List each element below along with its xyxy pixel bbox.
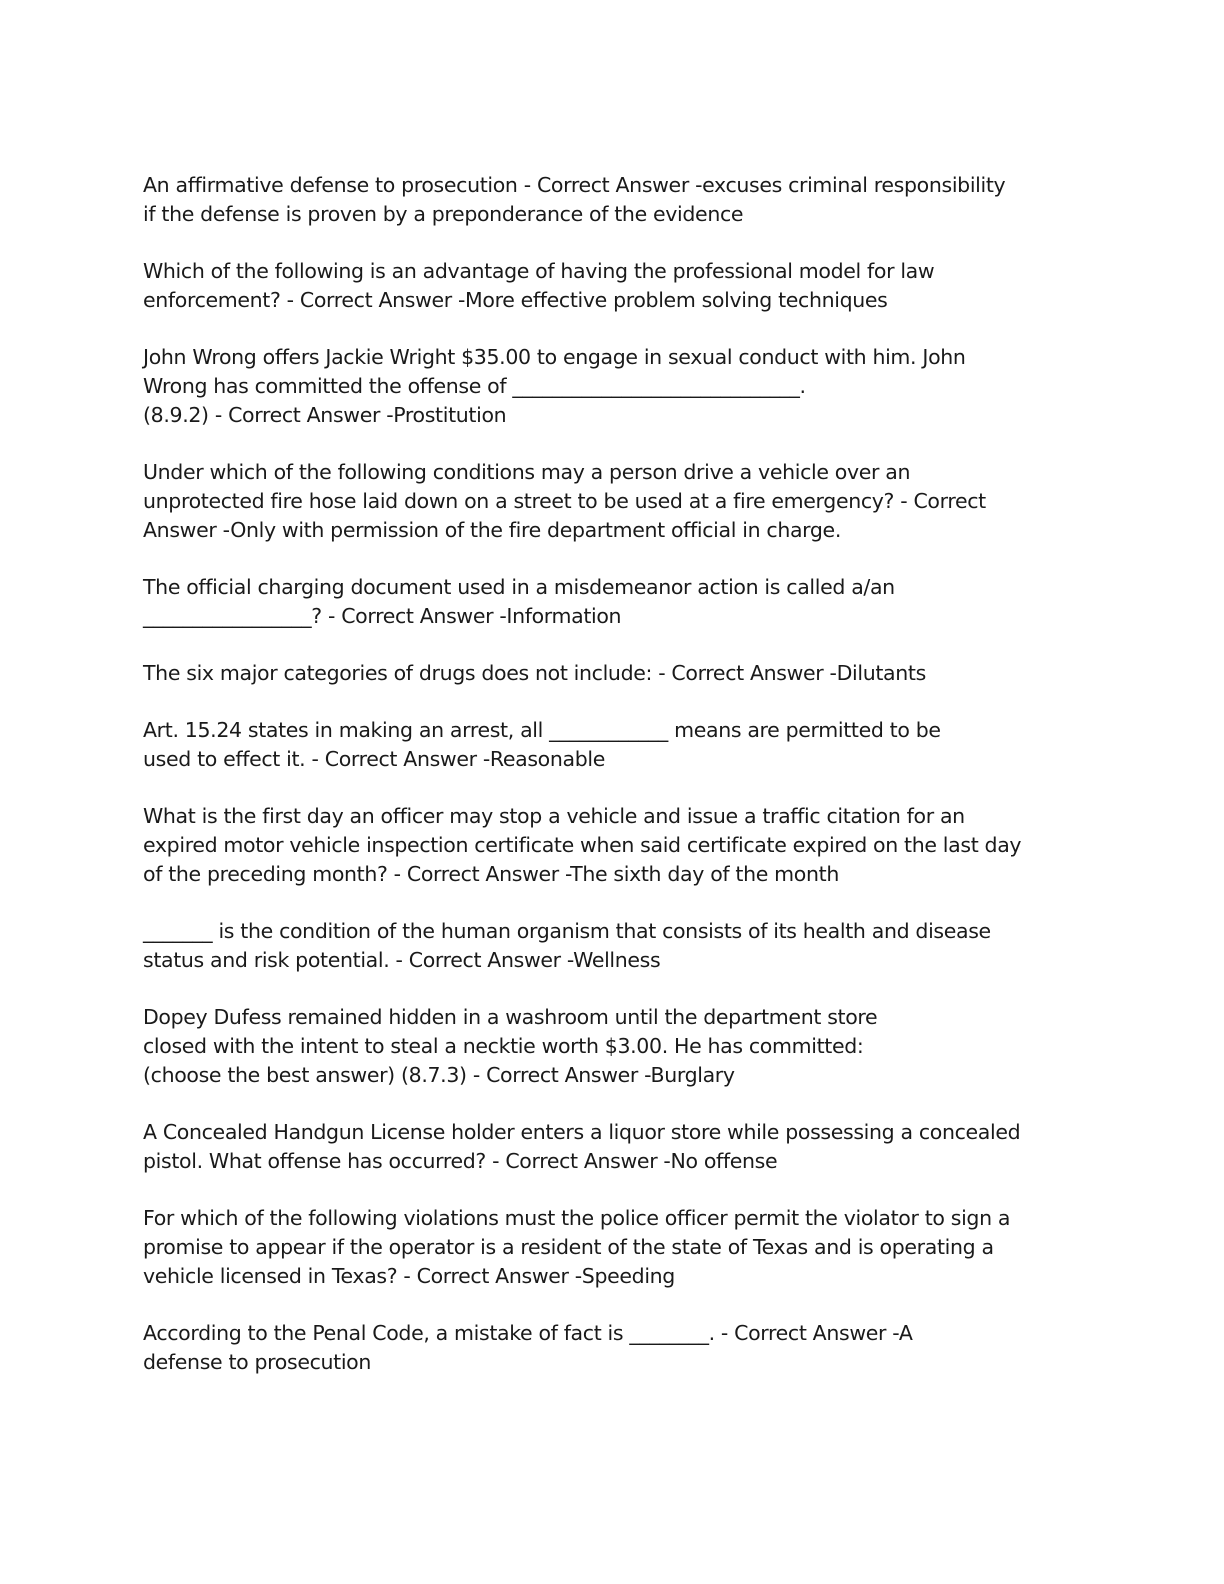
text-line: if the defense is proven by a preponderance of the evidence	[143, 202, 744, 226]
qa-item	[143, 257, 1078, 315]
text-line: promise to appear if the operator is a resident of the state of Texas and is operating a	[143, 1235, 994, 1259]
text-line: _______ is the condition of the human organism that consists of its health and disease	[143, 919, 991, 943]
text-line: unprotected fire hose laid down on a street to be used at a fire emergency? - Correct	[143, 489, 986, 513]
text-line: John Wrong offers Jackie Wright $35.00 to engage in sexual conduct with him. John	[143, 345, 966, 369]
text-line: defense to prosecution	[143, 1350, 372, 1374]
text-line: closed with the intent to steal a necktie worth $3.00. He has committed:	[143, 1034, 864, 1058]
text-line: pistol. What offense has occurred? - Correct Answer -No offense	[143, 1149, 778, 1173]
text-line: expired motor vehicle inspection certificate when said certificate expired on the last day	[143, 833, 1022, 857]
text-line: Art. 15.24 states in making an arrest, all ____________ means are permitted to be	[143, 718, 941, 742]
text-line: of the preceding month? - Correct Answer -The sixth day of the month	[143, 862, 839, 886]
qa-item	[143, 917, 1078, 975]
qa-item	[143, 1204, 1078, 1291]
text-line: Answer -Only with permission of the fire department official in charge.	[143, 518, 841, 542]
qa-item	[143, 1319, 1078, 1377]
text-line: _________________? - Correct Answer -Information	[143, 604, 622, 628]
text-line: A Concealed Handgun License holder enters a liquor store while possessing a concealed	[143, 1120, 1021, 1144]
qa-item	[143, 171, 1078, 229]
text-line: (choose the best answer) (8.7.3) - Correct Answer -Burglary	[143, 1063, 735, 1087]
text-line: The six major categories of drugs does not include: - Correct Answer -Dilutants	[143, 661, 926, 685]
qa-item	[143, 1118, 1078, 1176]
text-line: An affirmative defense to prosecution - Correct Answer -excuses criminal responsibility	[143, 173, 1006, 197]
text-line: vehicle licensed in Texas? - Correct Answer -Speeding	[143, 1264, 675, 1288]
text-line: According to the Penal Code, a mistake of fact is ________. - Correct Answer -A	[143, 1321, 913, 1345]
text-line: enforcement? - Correct Answer -More effective problem solving techniques	[143, 288, 888, 312]
qa-item	[143, 573, 1078, 631]
qa-item	[143, 1003, 1078, 1090]
document-body	[143, 171, 1078, 1405]
text-line: Dopey Dufess remained hidden in a washroom until the department store	[143, 1005, 878, 1029]
qa-item	[143, 802, 1078, 889]
text-line: status and risk potential. - Correct Answer -Wellness	[143, 948, 661, 972]
text-line: Which of the following is an advantage of having the professional model for law	[143, 259, 935, 283]
text-line: The official charging document used in a misdemeanor action is called a/an	[143, 575, 895, 599]
text-line: Wrong has committed the offense of _____________________________.	[143, 374, 806, 398]
text-line: (8.9.2) - Correct Answer -Prostitution	[143, 403, 507, 427]
text-line: For which of the following violations must the police officer permit the violator to sign a	[143, 1206, 1011, 1230]
qa-item	[143, 343, 1078, 430]
qa-item	[143, 458, 1078, 545]
qa-item	[143, 716, 1078, 774]
qa-item	[143, 659, 1078, 688]
text-line: Under which of the following conditions may a person drive a vehicle over an	[143, 460, 911, 484]
text-line: What is the first day an officer may stop a vehicle and issue a traffic citation for an	[143, 804, 965, 828]
text-line: used to effect it. - Correct Answer -Reasonable	[143, 747, 605, 771]
